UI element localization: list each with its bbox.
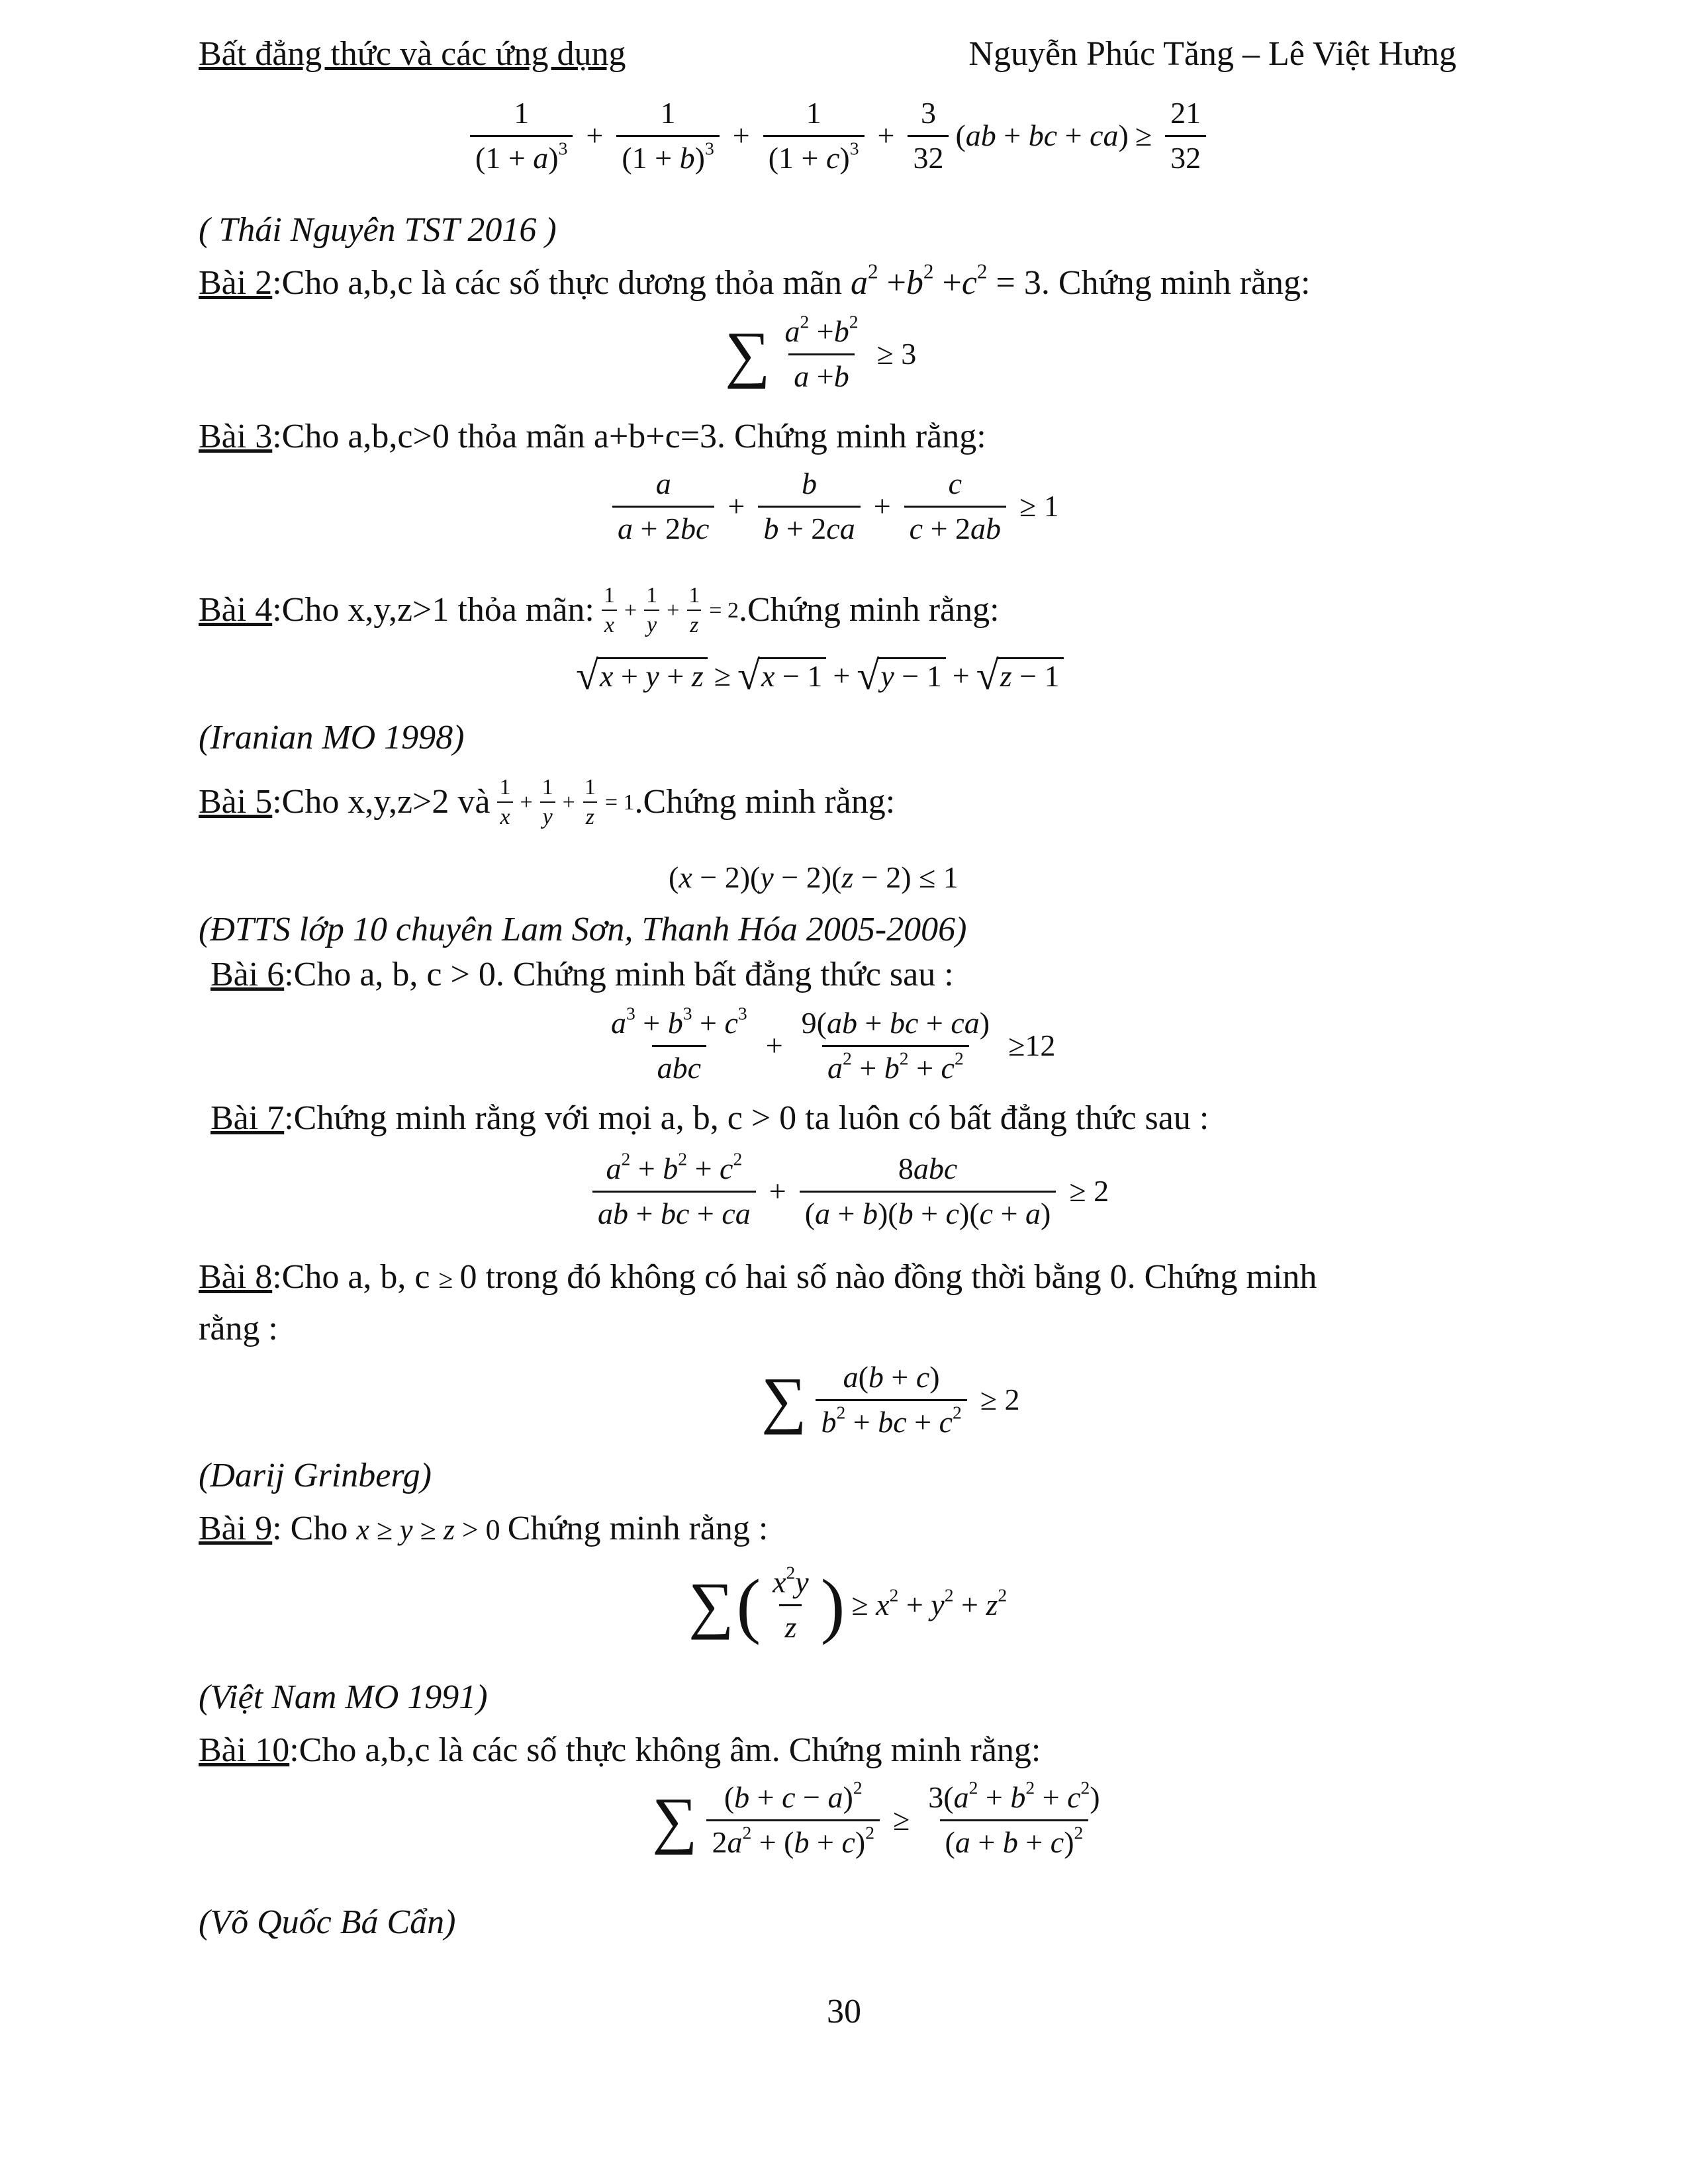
problem-4-statement: Bài 4 :Cho x,y,z>1 thỏa mãn: $\frac{1}{x}$ + $\frac{1}{y}$ + $\frac{1}{z}$ = 2 .Chứng minh rằng: (199, 583, 1000, 638)
equation-6: $\frac{a^3 + b^3 + c^3}{\text{abc}}$ + $\frac{9(ab + bc + ca)}{a^2 + b^2 + c^2}$ ≥12 (611, 1003, 1056, 1085)
problem-7-statement: Bài 7:Chứng minh rằng với mọi a, b, c > 0 ta luôn có bất đẳng thức sau : (211, 1099, 1209, 1137)
problem-3-label: Bài 3 (199, 418, 273, 455)
problem-3-statement: Bài 3:Cho a,b,c>0 thỏa mãn a+b+c=3. Chứng minh rằng: (199, 418, 986, 455)
equation-3: $\frac{a}{a + 2bc}$ + $\frac{b}{b + 2ca}$ + $\frac{c}{c + 2ab}$ ≥ 1 (606, 467, 1066, 547)
problem-7-label: Bài 7 (211, 1099, 285, 1137)
problem-6-statement: Bài 6:Cho a, b, c > 0. Chứng minh bất đẳng thức sau : (211, 956, 954, 993)
source-vo-quoc-ba-can: (Võ Quốc Bá Cẩn) (199, 1903, 456, 1941)
equation-5: (x − 2)(y − 2)(z − 2) ≤ 1 (669, 860, 959, 894)
problem-9-label: Bài 9 (199, 1510, 273, 1547)
header-authors: Nguyễn Phúc Tăng – Lê Việt Hưng (968, 35, 1456, 73)
problem-8-line2: rằng : (199, 1310, 278, 1347)
problem-2-label: Bài 2 (199, 264, 273, 302)
equation-4: √ x + y + z ≥ √ x − 1 + √ y − 1 + √ z − 1 (576, 655, 1064, 696)
equation-7: $\frac{a^2 + b^2 + c^2}{ab + bc + ca}$ + $\frac{\text{8abc}}{(a + b)(b + c)(c + a)}$ ≥ 2 (586, 1152, 1115, 1232)
problem-5-label: Bài 5 (199, 783, 273, 821)
problem-10-statement: Bài 10:Cho a,b,c là các số thực không âm. Chứng minh rằng: (199, 1731, 1041, 1769)
page-number: 30 (827, 1993, 861, 2030)
problem-10-label: Bài 10 (199, 1731, 290, 1769)
equation-1: $\frac{1}{(1 + a)^3}$ + $\frac{1}{(1 + b)^3}$ + $\frac{1}{(1 + c)^3}$ + $\frac{3}{32}$ (ab + bc + ca) ≥ $\frac{21}{32}$ (463, 96, 1213, 176)
header-title: Bất đẳng thức và các ứng dụng (199, 35, 626, 73)
source-iranian: (Iranian MO 1998) (199, 719, 465, 756)
equation-2: ∑ $\frac{a^2 +b^2}{a +b}$ ≥ 3 (725, 311, 917, 393)
source-lam-son: (ĐTTS lớp 10 chuyên Lam Sơn, Thanh Hóa 2005-2006) (199, 911, 967, 948)
source-darij: (Darij Grinberg) (199, 1457, 432, 1494)
equation-8: ∑ $\frac{a(b + c)}{b^2 + bc + c^2}$ ≥ 2 (761, 1360, 1020, 1439)
source-thai-nguyen: ( Thái Nguyên TST 2016 ) (199, 211, 557, 249)
problem-8-label: Bài 8 (199, 1258, 273, 1296)
problem-9-statement: Bài 9: Cho x ≥ y ≥ z > 0 Chứng minh rằng : (199, 1510, 769, 1547)
problem-2-statement: Bài 2:Cho a,b,c là các số thực dương thỏa mãn $a^2 +b^2 +c^2 = 3$. Chứng minh rằng: (199, 259, 1311, 302)
problem-4-label: Bài 4 (199, 591, 273, 629)
problem-8-statement: Bài 8:Cho a, b, c ≥ 0 trong đó không có hai số nào đồng thời bằng 0. Chứng minh (199, 1258, 1317, 1296)
equation-9: ∑ ( $\frac{x^2y}{z}$ ) ≥ $x^2 + y^2 + z^2$ (688, 1562, 1008, 1646)
problem-6-label: Bài 6 (211, 956, 285, 993)
equation-10: ∑ $\frac{(b + c - a)^2}{2a^2 + (b + c)^2}$ ≥ $\frac{3(a^2 + b^2 + c^2)}{(a + b + c)^2}$ (652, 1777, 1100, 1859)
problem-5-statement: Bài 5 :Cho x,y,z>2 và $\frac{1}{x}$ + $\frac{1}{y}$ + $\frac{1}{z}$ = 1 .Chứng minh rằng: (199, 775, 896, 830)
source-vietnam-mo: (Việt Nam MO 1991) (199, 1678, 488, 1716)
